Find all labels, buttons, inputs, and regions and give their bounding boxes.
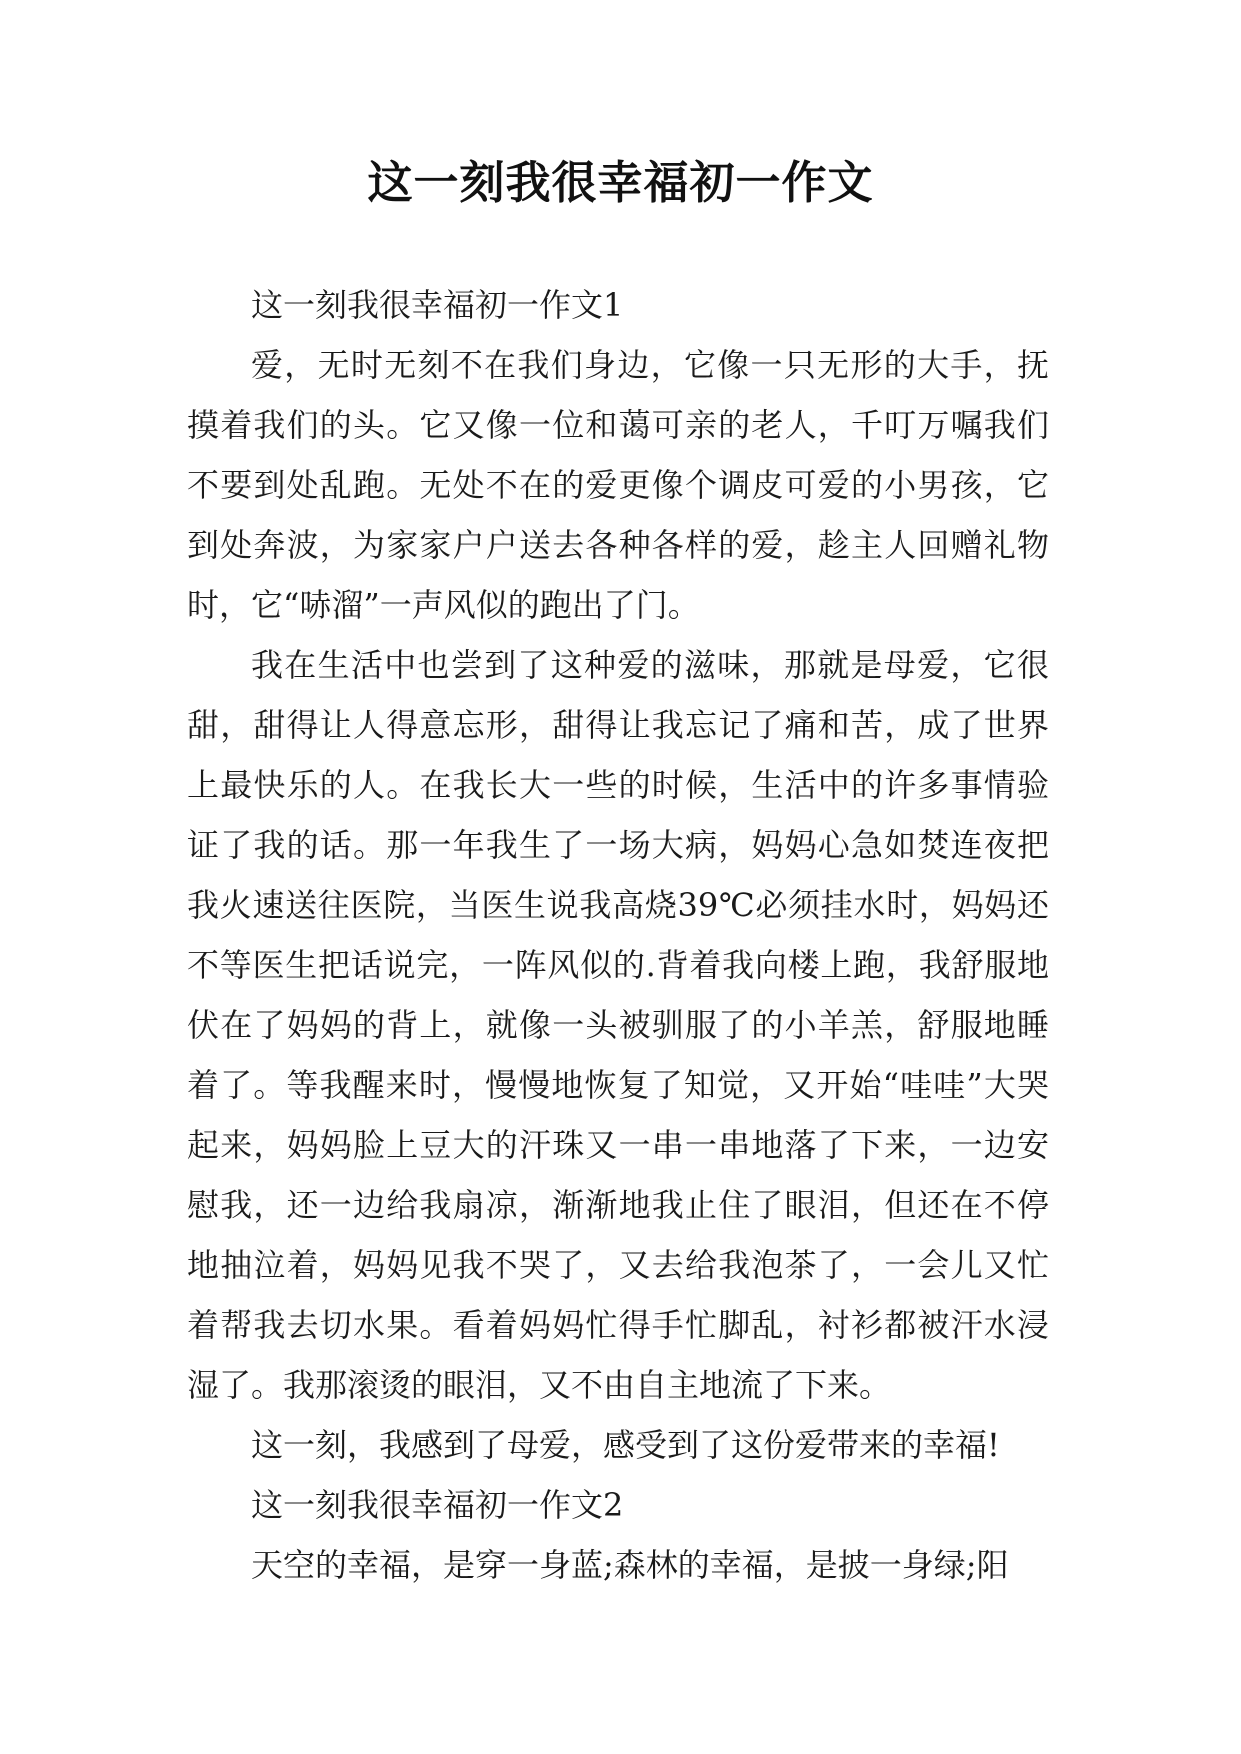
paragraph: 爱，无时无刻不在我们身边，它像一只无形的大手，抚摸着我们的头。它又像一位和蔼可亲的老人，千叮万嘱我们不要到处乱跑。无处不在的爱更像个调皮可爱的小男孩，它到处奔波，为家家户户送去各种各样的爱，趁主人回赠礼物时，它“哧溜”一声风似的跑出了门。: [187, 346, 1049, 624]
section-heading-1: 这一刻我很幸福初一作文1: [251, 286, 624, 324]
section-heading-2: 这一刻我很幸福初一作文2: [251, 1486, 624, 1524]
paragraph: 我在生活中也尝到了这种爱的滋味，那就是母爱，它很甜，甜得让人得意忘形，甜得让我忘记了痛和苦，成了世界上最快乐的人。在我长大一些的时候，生活中的许多事情验证了我的话。那一年我生了一场大病，妈妈心急如焚连夜把我火速送往医院，当医生说我高烧39℃必须挂水时，妈妈还不等医生把话说完，一阵风似的.背着我向楼上跑，我舒服地伏在了妈妈的背上，就像一头被驯服了的小羊羔，舒服地睡着了。等我醒来时，慢慢地恢复了知觉，又开始“哇哇”大哭起来，妈妈脸上豆大的汗珠又一串一串地落了下来，一边安慰我，还一边给我扇凉，渐渐地我止住了眼泪，但还在不停地抽泣着，妈妈见我不哭了，又去给我泡茶了，一会儿又忙着帮我去切水果。看着妈妈忙得手忙脚乱，衬衫都被汗水浸湿了。我那滚烫的眼泪，又不由自主地流了下来。: [187, 646, 1049, 1404]
document-body: [187, 275, 1049, 1595]
paragraph: 天空的幸福，是穿一身蓝;森林的幸福，是披一身绿;阳: [251, 1546, 1009, 1584]
document-title: 这一刻我很幸福初一作文: [367, 156, 874, 209]
paragraph: 这一刻，我感到了母爱，感受到了这份爱带来的幸福!: [251, 1426, 1000, 1464]
